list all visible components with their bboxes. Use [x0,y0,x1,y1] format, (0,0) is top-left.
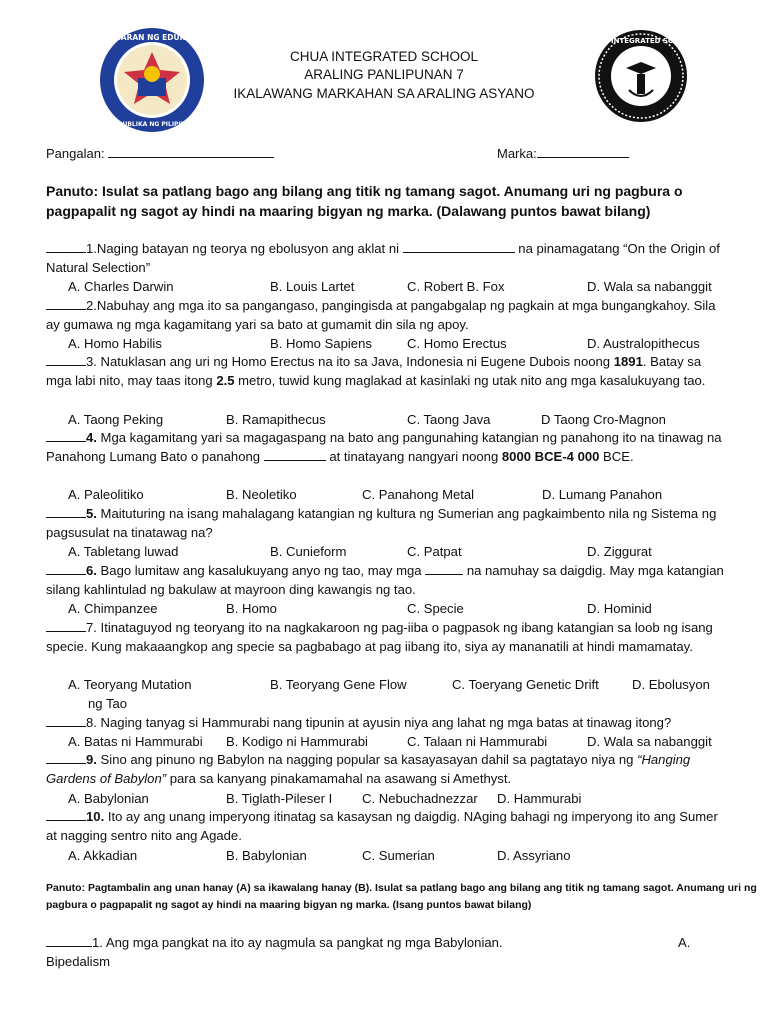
fill-in-blank[interactable] [425,563,463,575]
option-a: A. Batas ni Hammurabi [68,734,203,749]
option-b: B. Homo Sapiens [270,336,372,351]
answer-blank[interactable] [46,620,86,632]
option-c: C. Panahong Metal [362,487,475,502]
quarter-title: IKALAWANG MARKAHAN SA ARALING ASYANO [233,86,535,101]
question-2: 2.Nabuhay ang mga ito sa pangangaso, pangingisda at pangabgalap ng pagkain at mga bungangkahoy. Sila ay gumawa ng mga kagamitang yari sa bato at gumamit din sila ng apoy. [46,298,716,332]
name-field [46,145,274,161]
option-b: B. Homo [226,601,277,616]
answer-blank[interactable] [46,430,86,442]
option-b: B. Tiglath-Pileser I [226,791,333,806]
option-c: C. Talaan ni Hammurabi [407,734,548,749]
option-a: A. Taong Peking [68,412,164,427]
column-b-answer: Bipedalism [46,954,111,969]
option-b: B. Ramapithecus [226,412,326,427]
option-a-continuation: ng Tao [88,696,128,711]
name-blank[interactable] [108,145,274,158]
option-d: D. Hammurabi [497,791,582,806]
option-a: A. Teoryang Mutation [68,677,192,692]
answer-blank[interactable] [46,935,92,947]
option-b: B. Cunieform [270,544,347,559]
grade-field [497,145,629,161]
question-6: 6. Bago lumitaw ang kasalukuyang anyo ng tao, may mga na namuhay sa daigdig. May mga katangian silang kahlintulad ng bakulaw at mayroon ding kawangis ng tao. [46,563,724,597]
option-b: B. Kodigo ni Hammurabi [226,734,368,749]
option-d: D. Assyriano [497,848,571,863]
fill-in-blank[interactable] [403,241,515,253]
option-a: A. Tabletang luwad [68,544,179,559]
option-d: D. Hominid [587,601,652,616]
option-a: A. Babylonian [68,791,149,806]
answer-blank[interactable] [46,506,86,518]
grade-blank[interactable] [537,145,629,158]
question-10: 10. Ito ay ang unang imperyong itinatag sa kasaysan ng daigdig. NAging bahagi ng imperyong ito ang Sumer at nagging sentro nito ang Agade. [46,809,718,843]
question-4: 4. Mga kagamitang yari sa magagaspang na bato ang pangunahing katangian ng panahong ito na tinawag na Panahong Lumang Bato o panahong at tinatayang nangyari noong 8000 BCE-4 000 BCE. [46,430,722,464]
option-d: D. Ebolusyon [632,677,710,692]
option-c: C. Robert B. Fox [407,279,505,294]
answer-blank[interactable] [46,298,86,310]
question-7: 7. Itinataguyod ng teoryang ito na nagkakaroon ng pag-iiba o pagpasok ng ibang katangian sa loob ng isang specie. Kung makaaangkop ang specie sa pagbabago at pag iibang ito, siya ay mananatili at hindi mamamatay. [46,620,713,654]
answer-blank[interactable] [46,715,86,727]
option-d: D. Lumang Panahon [542,487,663,502]
question-9: 9. Sino ang pinuno ng Babylon na nagging popular sa kasayasayan dahil sa pagtatayo niya ng “Hanging Gardens of Babylon” para sa kanyang pinakamamahal na asawang si Amethyst. [46,752,691,786]
option-b: B. Louis Lartet [270,279,355,294]
grade-label: Marka: [497,146,537,161]
matching-item-1: 1. Ang mga pangkat na ito ay nagmula sa pangkat ng mga Babylonian. A. Bipedalism [46,933,726,971]
instructions: Panuto: Isulat sa patlang bago ang bilang ang titik ng tamang sagot. Anumang uri ng pagbura o pagpapalit ng sagot ay hindi na maaring bigyan ng marka. (Dalawang puntos bawat bilang) [46,183,683,219]
option-c: C. Homo Erectus [407,336,507,351]
option-a: A. Akkadian [68,848,138,863]
school-name: CHUA INTEGRATED SCHOOL [289,49,479,64]
option-d: D. Wala sa nabanggit [587,279,712,294]
option-b: B. Teoryang Gene Flow [270,677,407,692]
fill-in-blank[interactable] [264,449,326,461]
option-c: C. Taong Java [407,412,491,427]
option-a: A. Paleolitiko [68,487,144,502]
column-b-letter: A. [678,935,691,950]
option-c: C. Sumerian [362,848,435,863]
svg-text:KAGAWARAN NG EDUKASYON: KAGAWARAN NG EDUKASYON [89,33,215,42]
option-c: C. Toeryang Genetic Drift [452,677,599,692]
deped-seal-logo [89,26,215,134]
option-a: A. Homo Habilis [68,336,162,351]
answer-blank[interactable] [46,241,86,253]
option-c: C. Specie [407,601,464,616]
option-a: A. Charles Darwin [68,279,174,294]
answer-blank[interactable] [46,809,86,821]
document-header [0,0,768,130]
answer-blank[interactable] [46,752,86,764]
option-b: B. Babylonian [226,848,307,863]
answer-blank[interactable] [46,563,86,575]
svg-text:REPUBLIKA NG PILIPINAS: REPUBLIKA NG PILIPINAS [109,121,195,128]
answer-blank[interactable] [46,354,86,366]
option-c: C. Nebuchadnezzar [362,791,478,806]
school-seal-logo [586,28,696,124]
option-d: D. Australopithecus [587,336,700,351]
question-8: 8. Naging tanyag si Hammurabi nang tipunin at ayusin niya ang lahat ng mga batas at tinawag itong? [46,714,726,733]
option-b: B. Neoletiko [226,487,297,502]
question-1: 1.Naging batayan ng teorya ng ebolusyon ang aklat ni na pinamagatang “On the Origin of Natural Selection” [46,241,720,275]
question-5: 5. Maituturing na isang mahalagang katangian ng kultura ng Sumerian ang pagkaimbento nila ng Sistema ng pagsusulat na tinatawag na? [46,506,717,540]
question-3: 3. Natuklasan ang uri ng Homo Erectus na ito sa Java, Indonesia ni Eugene Dubois noong 1891. Batay sa mga labi nito, may taas itong 2.5 metro, tuwid kung maglakad at kasinlaki ng utak nito ang mga kasalukuyang tao. [46,354,706,388]
option-d: D Taong Cro-Magnon [541,412,666,427]
option-d: D. Wala sa nabanggit [587,734,712,749]
option-a: A. Chimpanzee [68,601,158,616]
option-d: D. Ziggurat [587,544,652,559]
option-c: C. Patpat [407,544,462,559]
svg-text:CHUA INTEGRATED SCHOOL: CHUA INTEGRATED SCHOOL [586,37,696,45]
subject-title: ARALING PANLIPUNAN 7 [304,67,464,82]
name-label: Pangalan: [46,146,105,161]
matching-instructions: Panuto: Pagtambalin ang unan hanay (A) sa ikawalang hanay (B). Isulat sa patlang bago ang bilang ang titik ng tamang sagot. Anumang uri ng pagbura o pagpapalit ng sagot ay hindi na maaring bigyan ng marka. (Isang puntos bawat bilang) [46,882,757,911]
